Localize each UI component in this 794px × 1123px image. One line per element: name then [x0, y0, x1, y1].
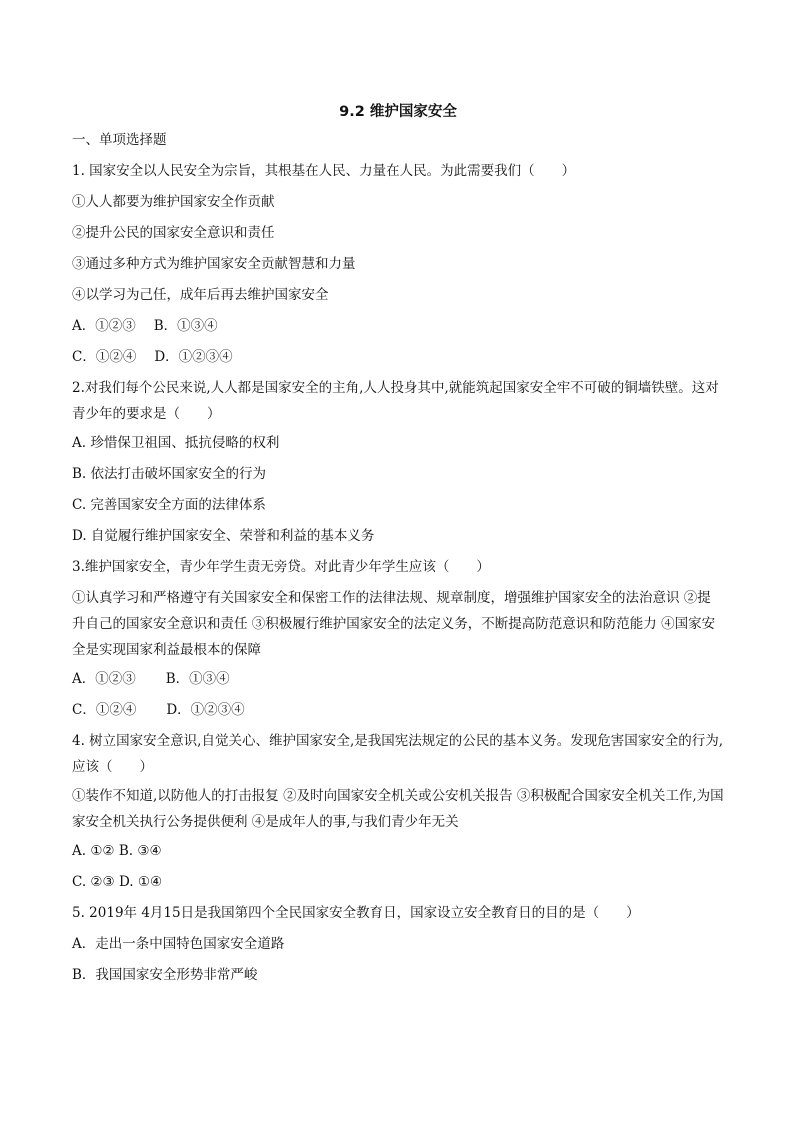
question-3-statements: ①认真学习和严格遵守有关国家安全和保密工作的法律法规、规章制度，增强维护国家安全的法治意识 ②提升自己的国家安全意识和责任 ③积极履行维护国家安全的法定义务，不断提高防范意识和防范能力 ④国家安全是实现国家利益最根本的保障: [72, 590, 716, 658]
question-3-stem: 3.维护国家安全，青少年学生责无旁贷。对此青少年学生应该（ ）: [72, 559, 490, 575]
question-2-stem: 2.对我们每个公民来说,人人都是国家安全的主角,人人投身其中,就能筑起国家安全牢不可破的铜墙铁壁。这对青少年的要求是（ ）: [72, 380, 719, 422]
question-2-option-d: D. 自觉履行维护国家安全、荣誉和利益的基本义务: [72, 528, 375, 544]
question-4-stem: 4. 树立国家安全意识,自觉关心、维护国家安全,是我国宪法规定的公民的基本义务。发现危害国家安全的行为,应该（ ）: [72, 733, 724, 775]
question-4-statements: ①装作不知道,以防他人的打击报复 ②及时向国家安全机关或公安机关报告 ③积极配合国家安全机关工作,为国家安全机关执行公务提供便利 ④是成年人的事,与我们青少年无关: [72, 788, 724, 830]
question-1-option-b: B．①③④: [153, 318, 218, 334]
question-2-option-c: C. 完善国家安全方面的法律体系: [72, 497, 266, 513]
question-1-statement-3: ③通过多种方式为维护国家安全贡献智慧和力量: [72, 256, 356, 272]
question-5-stem: 5. 2019年 4月15日是我国第四个全民国家安全教育日，国家设立安全教育日的目的是（ ）: [72, 905, 640, 921]
question-1-stem: 1. 国家安全以人民安全为宗旨，其根基在人民、力量在人民。为此需要我们（ ）: [72, 163, 576, 179]
question-1-options-row-1: [72, 316, 724, 336]
question-3-options-row-2: [72, 700, 724, 720]
question-1-options-row-2: [72, 347, 724, 367]
section-heading: 一、单项选择题: [72, 132, 167, 148]
question-3-option-d: D．①②③④: [166, 702, 245, 718]
question-5-option-a: A．走出一条中国特色国家安全道路: [72, 936, 285, 952]
question-4-options-row-1: [72, 841, 724, 861]
question-1-option-a: A．①②③: [72, 318, 136, 334]
question-5-option-b: B．我国国家安全形势非常严峻: [72, 967, 258, 983]
question-1-option-c: C．①②④: [72, 349, 137, 365]
question-3-option-b: B．①③④: [165, 671, 230, 687]
question-4-option-c: C. ②③: [72, 874, 115, 890]
question-1-option-d: D．①②③④: [154, 349, 233, 365]
question-2-option-b: B. 依法打击破坏国家安全的行为: [72, 466, 267, 482]
question-4-option-d: D. ①④: [118, 874, 163, 890]
question-4-options-row-2: [72, 872, 724, 892]
question-3-option-a: A．①②③: [72, 671, 136, 687]
question-4-option-a: A. ①②: [72, 843, 115, 859]
question-1-statement-4: ④以学习为己任，成年后再去维护国家安全: [72, 287, 329, 303]
question-1-statement-2: ②提升公民的国家安全意识和责任: [72, 225, 275, 241]
page-title: 9.2 维护国家安全: [339, 104, 457, 120]
question-1-statement-1: ①人人都要为维护国家安全作贡献: [72, 194, 275, 210]
question-3-options-row-1: [72, 669, 724, 689]
question-4-option-b: B. ③④: [118, 843, 162, 859]
question-3-option-c: C．①②④: [72, 702, 137, 718]
question-2-option-a: A. 珍惜保卫祖国、抵抗侵略的权利: [72, 435, 280, 451]
